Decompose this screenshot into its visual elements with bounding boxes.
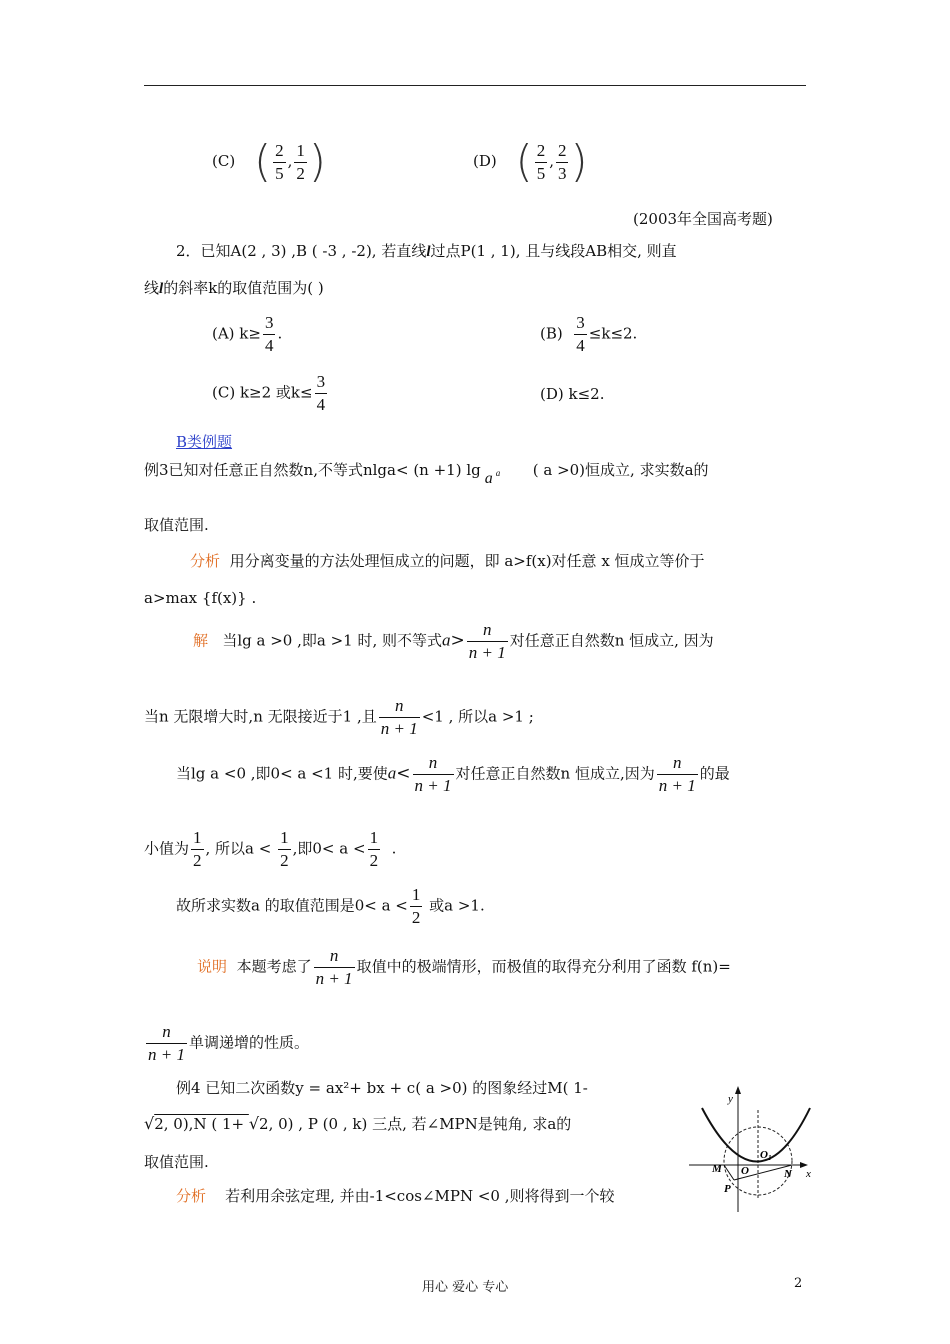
left-paren: ( <box>253 136 272 187</box>
q2-option-b: (B) $\frac{3}{4}$ ≤k≤2. <box>540 313 638 355</box>
q2-line1: 2．已知A(2 , 3) ,B ( -3 , -2), 若直线l过点P(1 , 1), 且与线段AB相交, 则直 <box>176 242 677 260</box>
y-axis-arrow <box>735 1086 741 1094</box>
sqrt-sign: √ <box>144 1114 155 1133</box>
ex3-line1: 例3已知对任意正自然数n,不等式nlga< (n +1) lg a a ( a >0)恒成立, 求实数a的 <box>144 455 709 480</box>
fraction: $\frac{3}{4}$ <box>264 313 274 355</box>
fraction-n: $\frac{n}{n + 1}$ <box>414 753 452 795</box>
solution-label: 解 <box>193 631 209 650</box>
parabola-figure <box>686 1080 816 1215</box>
ex3-solution-1: 解 当lg a >0 ,即a >1 时, 则不等式a> $\frac{n}{n + 1}$ 对任意正自然数n 恒成立, 因为 <box>193 620 714 662</box>
footer-slogan: 用心 爱心 专心 <box>422 1280 509 1295</box>
ex3-line2: 取值范围. <box>144 516 209 534</box>
note-label: 说明 <box>197 957 228 976</box>
option-d: (D) ( $\frac{2}{5}$ , $\frac{2}{3}$ ) <box>473 136 588 187</box>
q2-option-d: (D) k≤2. <box>540 385 605 403</box>
right-paren: ) <box>570 136 588 187</box>
ex3-note-2: $\frac{n}{n + 1}$ 单调递增的性质。 <box>148 1022 309 1064</box>
section-heading-link[interactable]: B类例题 <box>176 433 233 451</box>
q2-option-c: (C) k≥2 或k≤ $\frac{3}{4}$ <box>212 372 326 414</box>
fraction: $\frac{2}{5}$ <box>536 140 546 183</box>
ex3-solution-2: 当n 无限增大时,n 无限接近于1 ,且 $\frac{n}{n + 1}$ <1 , 所以a >1 ; <box>144 696 534 738</box>
right-paren: ) <box>308 136 327 187</box>
analysis-label: 分析 <box>190 552 221 570</box>
ex4-line2: √2, 0),N ( 1+ √2, 0) , P (0 , k) 三点, 若∠MPN是钝角, 求a的 <box>144 1114 572 1133</box>
fraction-half: $\frac{1}{2}$ <box>411 885 421 927</box>
label-x: x <box>806 1168 811 1180</box>
ex3-solution-5: 故所求实数a 的取值范围是0< a < $\frac{1}{2}$ 或a >1. <box>176 885 485 927</box>
page-number: 2 <box>794 1276 803 1291</box>
option-d-label: (D) <box>473 152 497 170</box>
option-c: (C) ( $\frac{2}{5}$ , $\frac{1}{2}$ ) <box>212 136 327 187</box>
a-power-a: a a <box>484 468 501 487</box>
ex3-solution-3: 当lg a <0 ,即0< a <1 时,要使a< $\frac{n}{n + 1}$ 对任意正自然数n 恒成立,因为 $\frac{n}{n + 1}$ 的最 <box>176 753 730 795</box>
fraction-n: $\frac{n}{n + 1}$ <box>380 696 418 738</box>
left-paren: ( <box>515 136 533 187</box>
ex3-note-1: 说明 本题考虑了 $\frac{n}{n + 1}$ 取值中的极端情形，而极值的取得充分利用了函数 f(n)= <box>197 946 731 988</box>
fraction-half: $\frac{1}{2}$ <box>369 828 379 870</box>
option-c-label: (C) <box>212 152 236 170</box>
label-m: M <box>712 1163 722 1175</box>
q2-option-a: (A) k≥ $\frac{3}{4}$ . <box>212 313 283 355</box>
ex3-analysis-2: a>max {f(x)} . <box>144 589 257 607</box>
ex4-analysis: 分析 若利用余弦定理, 并由-1<cos∠MPN <0 ,则将得到一个较 <box>176 1187 615 1205</box>
label-n: N <box>784 1168 792 1180</box>
ex3-solution-4: 小值为 $\frac{1}{2}$ , 所以a < $\frac{1}{2}$ ,即0< a < $\frac{1}{2}$ . <box>144 828 397 870</box>
fraction-n: $\frac{n}{n + 1}$ <box>315 946 353 988</box>
header-rule <box>144 85 806 86</box>
sqrt-sign: √ <box>248 1114 260 1133</box>
fraction: $\frac{3}{4}$ <box>316 372 326 414</box>
ex4-line3: 取值范围. <box>144 1153 209 1171</box>
q2-line2: 线l的斜率k的取值范围为( ) <box>144 279 324 297</box>
ex4-line1: 例4 已知二次函数y = ax²+ bx + c( a >0) 的图象经过M( 1- <box>176 1079 588 1097</box>
ex3-analysis-1: 分析 用分离变量的方法处理恒成立的问题，即 a>f(x)对任意 x 恒成立等价于 <box>190 552 705 570</box>
label-o1: O1 <box>760 1149 772 1162</box>
label-o: O <box>741 1165 749 1177</box>
fraction-n: $\frac{n}{n + 1}$ <box>658 753 696 795</box>
fraction-n: $\frac{n}{n + 1}$ <box>468 620 506 662</box>
fraction: $\frac{2}{5}$ <box>275 140 284 183</box>
fraction: $\frac{1}{2}$ <box>296 140 305 183</box>
analysis-label: 分析 <box>176 1187 207 1205</box>
fraction: $\frac{3}{4}$ <box>576 313 585 355</box>
fraction-half: $\frac{1}{2}$ <box>193 828 202 870</box>
fraction-n: $\frac{n}{n + 1}$ <box>148 1022 185 1064</box>
parabola-curve <box>702 1108 810 1162</box>
fraction-half: $\frac{1}{2}$ <box>280 828 289 870</box>
label-y: y <box>728 1093 733 1105</box>
source-note: (2003年全国高考题) <box>633 210 773 228</box>
fraction: $\frac{2}{3}$ <box>557 140 567 183</box>
label-p: P <box>724 1183 731 1195</box>
